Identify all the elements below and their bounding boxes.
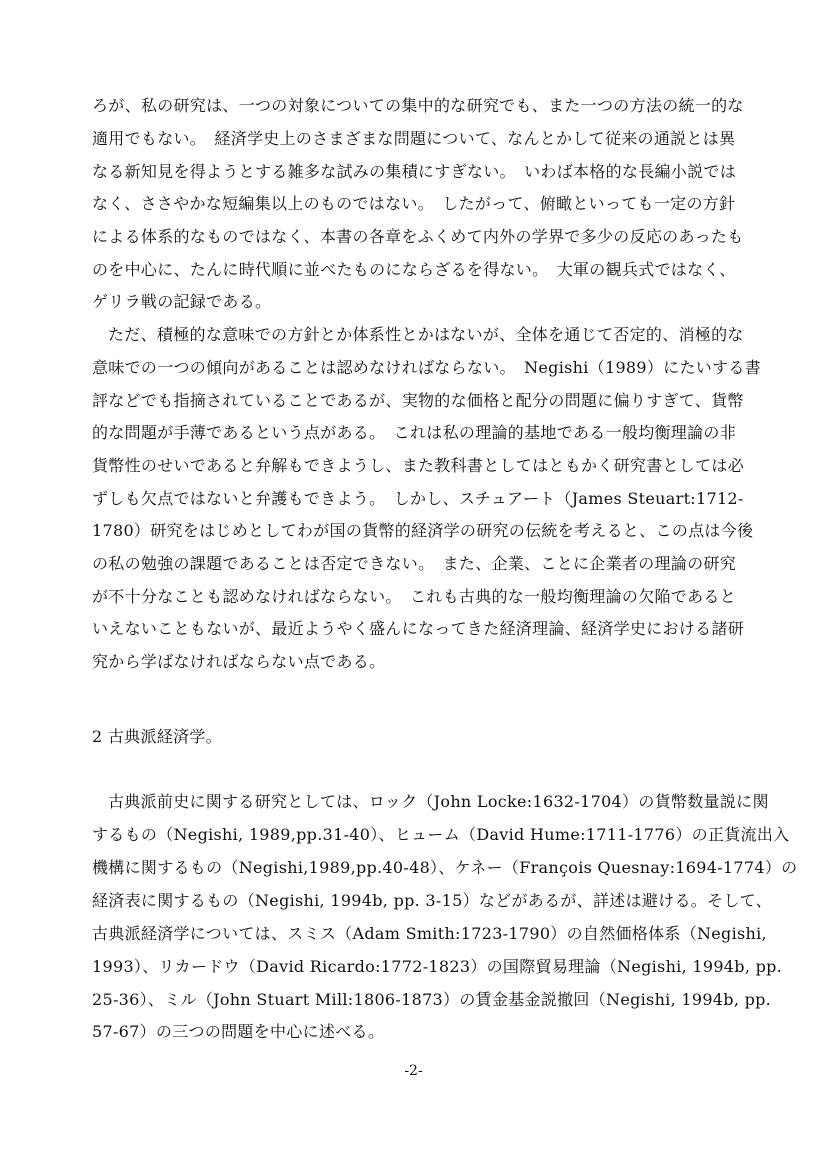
- paragraph-2-line-10: いえないこともないが、最近ようやく盛んになってきた経済理論、経済学史における諸研: [92, 619, 745, 638]
- paragraph-3-line-2: するもの（Negishi, 1989,pp.31-40）、ヒューム（David Hume:1711-1776）の正貨流出入: [92, 825, 790, 844]
- paragraph-3-line-7: 25-36）、ミル（John Stuart Mill:1806-1873）の賃金基金説撤回（Negishi, 1994b, pp.: [92, 990, 772, 1009]
- paragraph-2-line-11: 究から学ばなければならない点である。: [92, 652, 386, 671]
- paragraph-3-line-3: 機構に関するもの（Negishi,1989,pp.40-48）、ケネー（François Quesnay:1694-1774）の: [92, 858, 798, 877]
- paragraph-2-line-2: 意味での一つの傾向があることは認めなければならない。 Negishi（1989）にたいする書: [92, 358, 761, 377]
- section-heading: 2 古典派経済学。: [92, 727, 222, 746]
- paragraph-2-line-9: が不十分なことも認めなければならない。 これも古典的な一般均衡理論の欠陥であると: [92, 587, 737, 606]
- paragraph-3-line-5: 古典派経済学については、スミス（Adam Smith:1723-1790）の自然価格体系（Negishi,: [92, 924, 767, 943]
- paragraph-1-line-5: による体系的なものではなく、本書の各章をふくめて内外の学界で多少の反応のあったも: [92, 227, 744, 246]
- paragraph-1-line-1: ろが、私の研究は、一つの対象についての集中的な研究でも、また一つの方法の統一的な: [92, 96, 744, 115]
- paragraph-3-line-1: 古典派前史に関する研究としては、ロック（John Locke:1632-1704）の貨幣数量説に関: [108, 792, 769, 811]
- paragraph-1-line-6: のを中心に、たんに時代順に並べたものにならざるを得ない。 大軍の観兵式ではなく、: [92, 260, 736, 279]
- paragraph-2-line-1: ただ、積極的な意味での方針とか体系性とかはないが、全体を通じて否定的、消極的な: [108, 325, 744, 344]
- paragraph-3-line-8: 57-67）の三つの問題を中心に述べる。: [92, 1022, 385, 1041]
- paragraph-2-line-5: 貨幣性のせいであると弁解もできようし、また教科書としてはともかく研究書としては必: [92, 456, 745, 475]
- paragraph-2-line-3: 評などでも指摘されていることであるが、実物的な価格と配分の問題に偏りすぎて、貨幣: [92, 391, 744, 410]
- page-number: -2-: [404, 1063, 423, 1079]
- paragraph-2-line-7: 1780）研究をはじめとしてわが国の貨幣的経済学の研究の伝統を考えると、この点は今後: [92, 521, 754, 540]
- paragraph-1-line-7: ゲリラ戦の記録である。: [92, 292, 272, 311]
- paragraph-2-line-8: の私の勉強の課題であることは否定できない。 また、企業、ことに企業者の理論の研究: [92, 554, 737, 573]
- paragraph-2-line-6: ずしも欠点ではないと弁護もできよう。 しかし、スチュアート（James Steuart:1712-: [92, 489, 744, 508]
- paragraph-1-line-3: なる新知見を得ようとする雑多な試みの集積にすぎない。 いわば本格的な長編小説では: [92, 162, 737, 181]
- paragraph-1-line-4: なく、ささやかな短編集以上のものではない。 したがって、俯瞰といっても一定の方針: [92, 194, 736, 213]
- paragraph-1-line-2: 適用でもない。 経済学史上のさまざまな問題について、なんとかして従来の通説とは異: [92, 129, 736, 148]
- paragraph-2-line-4: 的な問題が手薄であるという点がある。 これは私の理論的基地である一般均衡理論の非: [92, 423, 737, 442]
- paragraph-3-line-4: 経済表に関するもの（Negishi, 1994b, pp. 3-15）などがあるが、詳述は避ける。そして、: [92, 891, 772, 910]
- paragraph-3-line-6: 1993）、リカードウ（David Ricardo:1772-1823）の国際貿易理論（Negishi, 1994b, pp.: [92, 957, 783, 976]
